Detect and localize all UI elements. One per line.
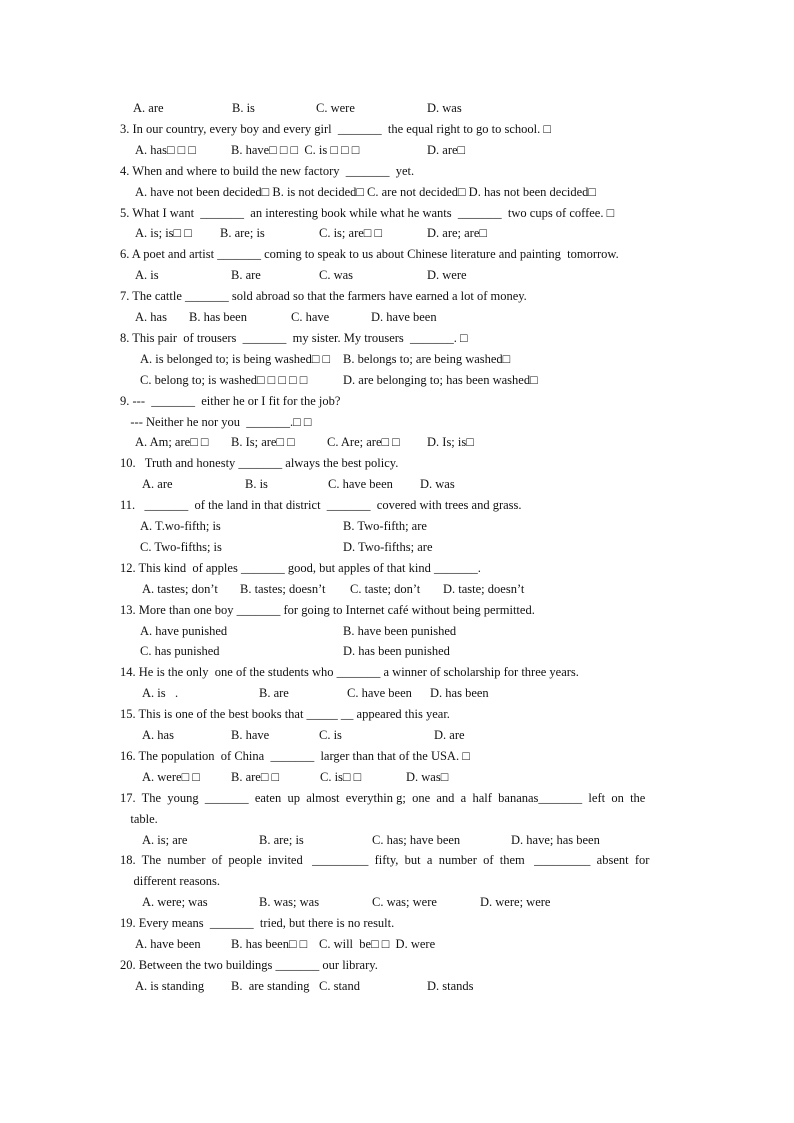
- answer-option: C. is; are□ □: [319, 226, 383, 240]
- question-line: 9. --- _______ either he or I fit for the job?: [120, 394, 341, 408]
- answer-option: C. was: [319, 268, 354, 282]
- question-line: 12. This kind of apples _______ good, but apples of that kind _______.: [120, 561, 481, 575]
- answer-option: D. were; were: [480, 895, 551, 909]
- answer-option: B. tastes; doesn’t: [240, 582, 326, 596]
- answer-option: D. Is; is□: [427, 435, 474, 449]
- question-line: 16. The population of China _______ larger than that of the USA. □: [120, 749, 470, 763]
- answer-option: A. is standing: [135, 979, 205, 993]
- answer-option: C. has punished: [140, 644, 220, 658]
- answer-option: D. was: [420, 477, 455, 491]
- question-line: 3. In our country, every boy and every girl _______ the equal right to go to school. □: [120, 122, 551, 136]
- answer-option: C. have been: [347, 686, 412, 700]
- answer-option: B. are: [231, 268, 261, 282]
- answer-option: B. have□ □ □ C. is □ □ □: [231, 143, 360, 157]
- answer-option: C. belong to; is washed□ □ □ □ □: [140, 373, 308, 387]
- answer-option: B. is: [232, 101, 255, 115]
- answer-option: C. will be□ □ D. were: [319, 937, 436, 951]
- question-line: 20. Between the two buildings _______ our library.: [120, 958, 378, 972]
- answer-option: C. were: [316, 101, 355, 115]
- answer-option: D. Two-fifths; are: [343, 540, 433, 554]
- answer-option: A. is: [135, 268, 159, 282]
- answer-option: A. has: [135, 310, 167, 324]
- answer-option: D. are□: [427, 143, 466, 157]
- answer-option: B. are standing: [231, 979, 310, 993]
- answer-option: A. is; are: [142, 833, 188, 847]
- question-line: 19. Every means _______ tried, but there is no result.: [120, 916, 395, 930]
- answer-option: A. have been: [135, 937, 201, 951]
- answer-option: A. are: [133, 101, 164, 115]
- answer-option: A. were□ □: [142, 770, 200, 784]
- answer-option: B. Two-fifth; are: [343, 519, 427, 533]
- answer-option: C. taste; don’t: [350, 582, 421, 596]
- answer-option: B. is: [245, 477, 268, 491]
- answer-option: B. are□ □: [231, 770, 280, 784]
- answer-option: D. taste; doesn’t: [443, 582, 525, 596]
- answer-option: A. T.wo-fifth; is: [140, 519, 221, 533]
- answer-option: B. are: [259, 686, 289, 700]
- answer-option: B. have been punished: [343, 624, 457, 638]
- answer-option: C. Two-fifths; is: [140, 540, 222, 554]
- answer-option: A. has□ □ □: [135, 143, 196, 157]
- answer-option: D. are; are□: [427, 226, 487, 240]
- answer-option: D. were: [427, 268, 467, 282]
- answer-option: A. are: [142, 477, 173, 491]
- question-line: 7. The cattle _______ sold abroad so that the farmers have earned a lot of money.: [120, 289, 527, 303]
- question-line: 4. When and where to build the new factory _______ yet.: [120, 164, 415, 178]
- answer-option: B. has been□ □: [231, 937, 308, 951]
- answer-option: C. have been: [328, 477, 393, 491]
- question-line: table.: [121, 812, 158, 826]
- answer-option: B. Is; are□ □: [231, 435, 295, 449]
- answer-option: A. is; is□ □: [135, 226, 192, 240]
- question-line: 6. A poet and artist _______ coming to speak to us about Chinese literature and painting tomorrow.: [120, 247, 619, 261]
- answer-option: A. is .: [142, 686, 179, 700]
- question-line: 5. What I want _______ an interesting book while what he wants _______ two cups of coffee. □: [120, 206, 615, 220]
- answer-option: A. have punished: [140, 624, 228, 638]
- answer-option: A. tastes; don’t: [142, 582, 218, 596]
- answer-option: A. has: [142, 728, 174, 742]
- answer-option: C. Are; are□ □: [327, 435, 400, 449]
- answer-option: B. belongs to; are being washed□: [343, 352, 511, 366]
- answer-option: D. have; has been: [511, 833, 600, 847]
- answer-option: C. was; were: [372, 895, 437, 909]
- answer-option: B. are; is: [259, 833, 304, 847]
- answer-option: B. have: [231, 728, 270, 742]
- question-line: 17. The young _______ eaten up almost everythin g; one and a half bananas_______ left on the: [120, 791, 646, 805]
- answer-option: C. is: [319, 728, 342, 742]
- answer-option: B. has been: [189, 310, 247, 324]
- question-line: 10. Truth and honesty _______ always the best policy.: [120, 456, 399, 470]
- answer-option: A. Am; are□ □: [135, 435, 209, 449]
- question-line: 18. The number of people invited _________ fifty, but a number of them _________ absent for: [120, 853, 650, 867]
- answer-option: D. are belonging to; has been washed□: [343, 373, 538, 387]
- answer-option: A. is belonged to; is being washed□ □: [140, 352, 331, 366]
- question-line: --- Neither he nor you _______.□ □: [121, 415, 312, 429]
- answer-option: C. stand: [319, 979, 360, 993]
- answer-option: C. is□ □: [320, 770, 362, 784]
- answer-option: D. has been: [430, 686, 489, 700]
- answer-option: D. was□: [406, 770, 449, 784]
- answer-option: B. are; is: [220, 226, 265, 240]
- answer-option: D. stands: [427, 979, 474, 993]
- question-line: 8. This pair of trousers _______ my sister. My trousers _______. □: [120, 331, 468, 345]
- answer-option: D. has been punished: [343, 644, 450, 658]
- answer-option: A. were; was: [142, 895, 208, 909]
- answer-option: D. have been: [371, 310, 437, 324]
- answer-option: D. are: [434, 728, 465, 742]
- answer-option: B. was; was: [259, 895, 320, 909]
- question-line: different reasons.: [121, 874, 221, 888]
- answer-option: C. have: [291, 310, 330, 324]
- answer-option: A. have not been decided□ B. is not decided□ C. are not decided□ D. has not been decided□: [135, 185, 596, 199]
- question-line: 14. He is the only one of the students who _______ a winner of scholarship for three years.: [120, 665, 579, 679]
- answer-option: C. has; have been: [372, 833, 461, 847]
- answer-option: D. was: [427, 101, 462, 115]
- question-line: 11. _______ of the land in that district _______ covered with trees and grass.: [120, 498, 522, 512]
- question-line: 15. This is one of the best books that _____ __ appeared this year.: [120, 707, 450, 721]
- question-line: 13. More than one boy _______ for going to Internet café without being permitted.: [120, 603, 535, 617]
